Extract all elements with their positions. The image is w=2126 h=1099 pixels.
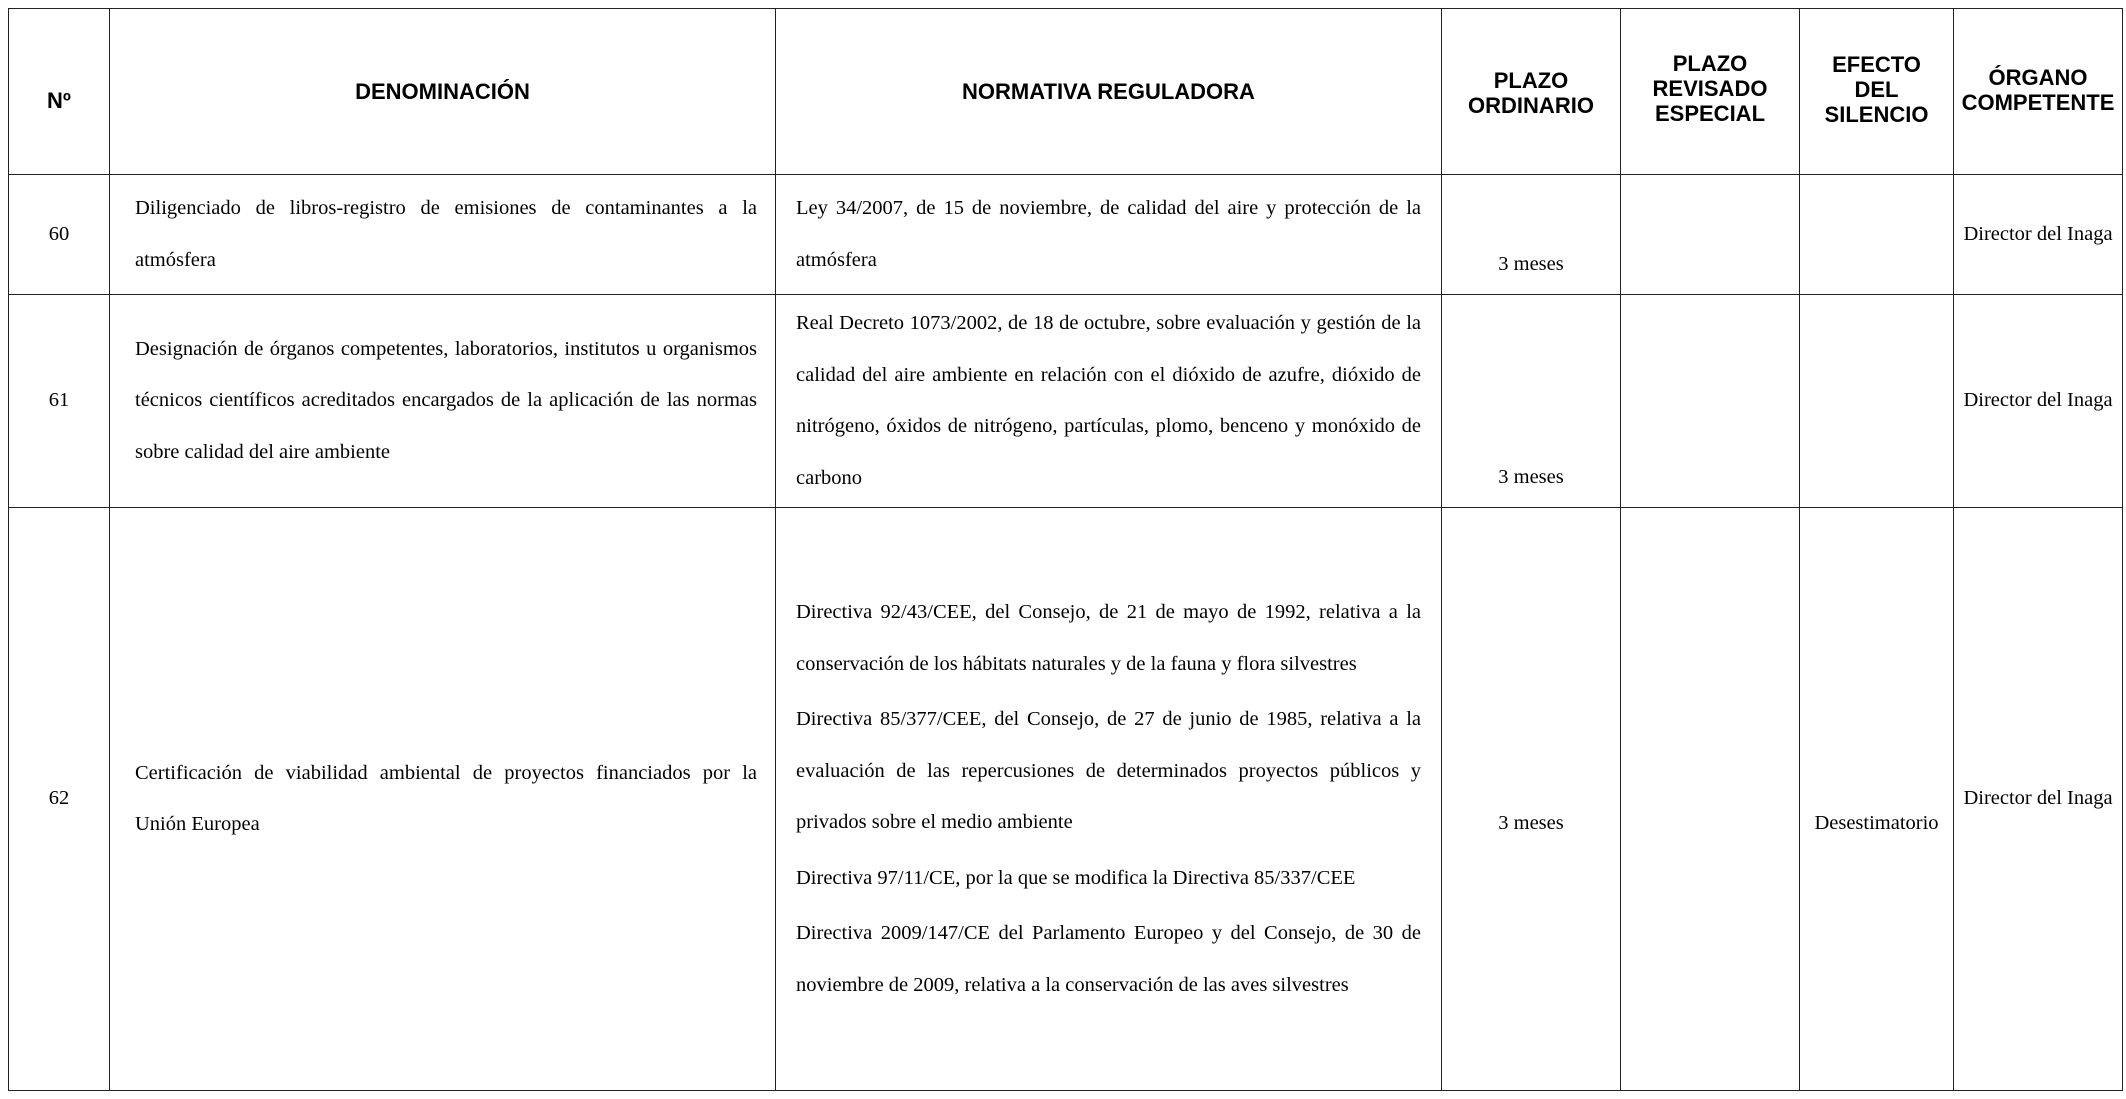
row-plazo-ordinario: 3 meses — [1442, 175, 1621, 295]
normativa-item: Ley 34/2007, de 15 de noviembre, de calidad del aire y protección de la atmósfera — [796, 197, 1421, 271]
header-plazo-ordinario-text: PLAZO ORDINARIO — [1468, 68, 1594, 118]
row-plazo-ordinario: 3 meses — [1442, 508, 1621, 1091]
row-plazo-revisado — [1621, 295, 1800, 508]
header-efecto-silencio-text: EFECTO DEL SILENCIO — [1824, 52, 1929, 127]
row-plazo-revisado — [1621, 175, 1800, 295]
procedures-table — [8, 8, 2123, 1091]
header-plazo-ordinario — [1442, 9, 1621, 175]
row-numero: 60 — [9, 175, 110, 295]
normativa-item: Real Decreto 1073/2002, de 18 de octubre, sobre evaluación y gestión de la calidad del aire ambiente en relación con el dióxido de azufre, dióxido de nitrógeno, óxidos de nitrógeno, partículas, plomo, benceno y monóxido de carbono — [796, 312, 1421, 489]
table-row — [9, 175, 2123, 295]
row-plazo-ordinario: 3 meses — [1442, 295, 1621, 508]
header-organo-competente-text: ÓRGANO COMPETENTE — [1961, 65, 2115, 115]
header-plazo-revisado — [1621, 9, 1800, 175]
row-organo-competente: Director del Inaga — [1954, 508, 2123, 1091]
row-normativa — [776, 508, 1442, 1091]
header-organo-competente — [1954, 9, 2123, 175]
normativa-item: Directiva 97/11/CE, por la que se modifica la Directiva 85/337/CEE — [796, 866, 1356, 889]
header-normativa: NORMATIVA REGULADORA — [776, 9, 1442, 175]
table-row — [9, 508, 2123, 1091]
header-plazo-revisado-text: PLAZO REVISADO ESPECIAL — [1652, 51, 1768, 126]
row-denominacion: Certificación de viabilidad ambiental de proyectos financiados por la Unión Europea — [110, 508, 776, 1091]
row-organo-competente: Director del Inaga — [1954, 295, 2123, 508]
row-efecto-silencio — [1800, 295, 1954, 508]
row-plazo-revisado — [1621, 508, 1800, 1091]
normativa-item: Directiva 92/43/CEE, del Consejo, de 21 de mayo de 1992, relativa a la conservación de los hábitats naturales y de la fauna y flora silvestres — [796, 601, 1421, 675]
header-numero: Nº — [9, 9, 110, 175]
row-organo-competente: Director del Inaga — [1954, 175, 2123, 295]
normativa-item: Directiva 85/377/CEE, del Consejo, de 27 de junio de 1985, relativa a la evaluación de las repercusiones de determinados proyectos públicos y privados sobre el medio ambiente — [796, 708, 1421, 833]
row-efecto-silencio — [1800, 175, 1954, 295]
row-numero: 61 — [9, 295, 110, 508]
table-row — [9, 295, 2123, 508]
row-normativa — [776, 175, 1442, 295]
row-normativa — [776, 295, 1442, 508]
header-denominacion: DENOMINACIÓN — [110, 9, 776, 175]
row-denominacion: Designación de órganos competentes, laboratorios, institutos u organismos técnicos científicos acreditados encargados de la aplicación de las normas sobre calidad del aire ambiente — [110, 295, 776, 508]
row-denominacion: Diligenciado de libros-registro de emisiones de contaminantes a la atmósfera — [110, 175, 776, 295]
header-efecto-silencio — [1800, 9, 1954, 175]
row-numero: 62 — [9, 508, 110, 1091]
header-row — [9, 9, 2123, 175]
normativa-item: Directiva 2009/147/CE del Parlamento Europeo y del Consejo, de 30 de noviembre de 2009, relativa a la conservación de las aves silvestres — [796, 922, 1421, 996]
row-efecto-silencio: Desestimatorio — [1800, 508, 1954, 1091]
